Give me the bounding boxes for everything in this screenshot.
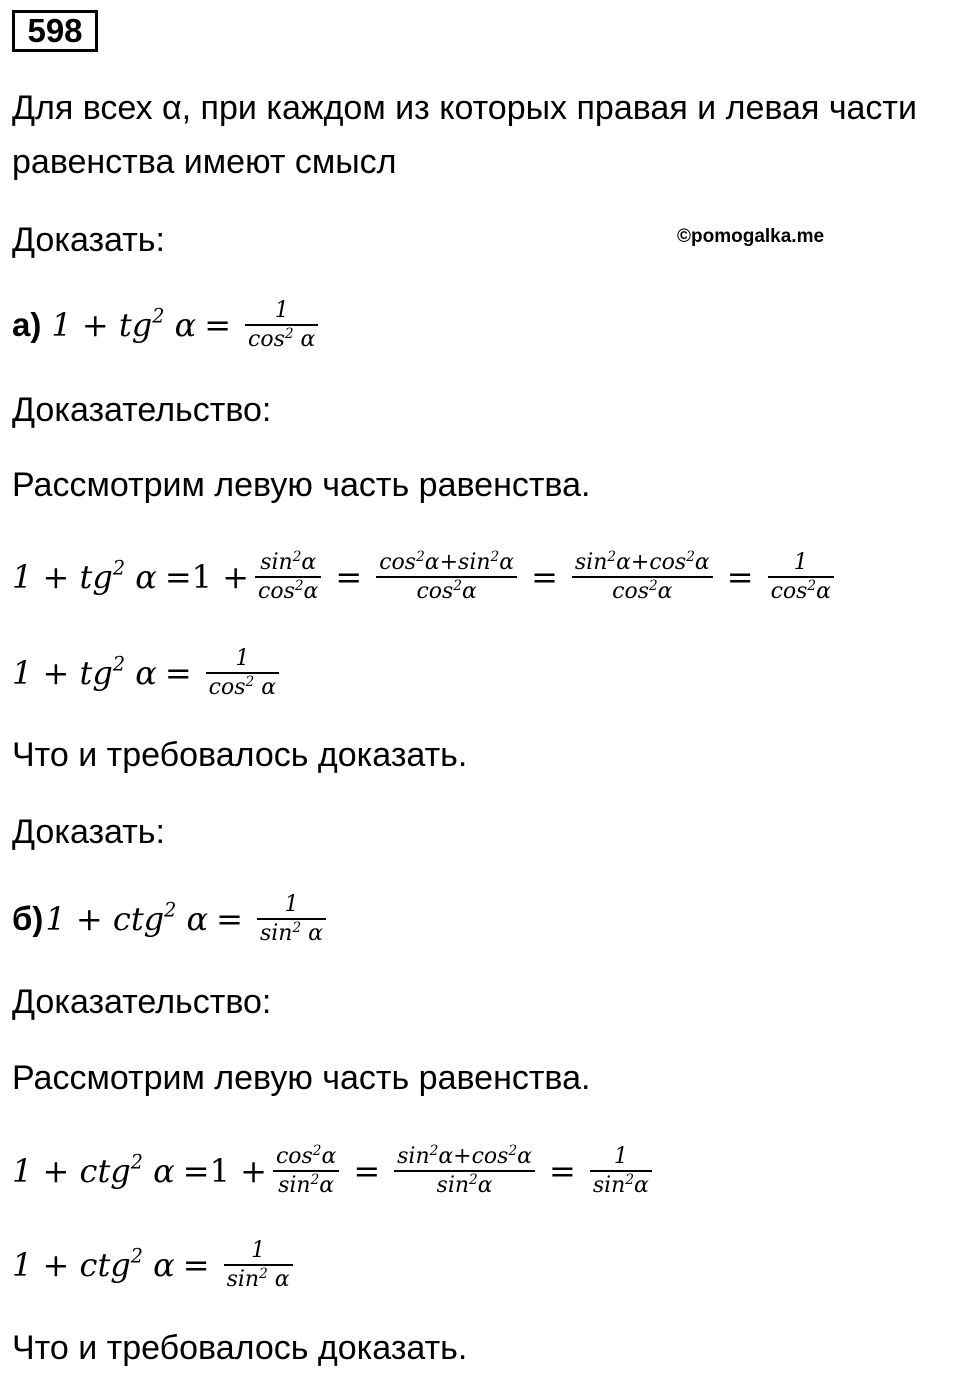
- fraction: $\frac{1}{\sin^2 \alpha}$: [224, 1237, 293, 1293]
- proof-chain-b: 1 + ctg$^2$ α =1 + $\frac{\cos^2\alpha}{\sin^2\alpha}$ = $\frac{\sin^2\alpha+\cos^2\alpha}{\sin^2\alpha}$ = $\frac{1}{\sin^2\alpha}$: [12, 1136, 658, 1206]
- task-number: 598: [12, 10, 98, 52]
- consider-label-b: Рассмотрим левую часть равенства.: [12, 1059, 591, 1097]
- intro-line-2: равенства имеют смысл: [12, 143, 397, 181]
- proof-label-b: Доказательство:: [12, 983, 272, 1021]
- fraction: $\frac{1}{\sin^2 \alpha}$: [257, 891, 326, 947]
- fraction: $\frac{\cos^2\alpha}{\sin^2\alpha}$: [273, 1143, 339, 1199]
- fraction: $\frac{\cos^2\alpha+\sin^2\alpha}{\cos^2\alpha}$: [376, 549, 517, 605]
- watermark: ©pomogalka.me: [677, 226, 825, 247]
- statement-b: б) 1 + ctg$^2$ α = $\frac{1}{\sin^2 \alpha}$: [12, 884, 332, 954]
- fraction: $\frac{\sin^2\alpha}{\cos^2\alpha}$: [255, 549, 321, 605]
- statement-a: а) $1 + tg^2$ α = $\frac{1}{\cos^2 \alpha}$: [12, 290, 324, 360]
- fraction: $\frac{1}{\cos^2 \alpha}$: [245, 297, 318, 353]
- fraction: $\frac{1}{\cos^2 \alpha}$: [206, 645, 279, 701]
- fraction: $\frac{\sin^2\alpha+\cos^2\alpha}{\cos^2\alpha}$: [572, 549, 713, 605]
- fraction: $\frac{1}{\cos^2\alpha}$: [768, 549, 834, 605]
- proof-chain-a: $1 + tg^2$ α =1 + $\frac{\sin^2\alpha}{\cos^2\alpha}$ = $\frac{\cos^2\alpha+\sin^2\alpha}{\cos^2\alpha}$ = $\frac{\sin^2\alpha+\cos^2\alpha}{\cos^2\alpha}$ = $\frac{1}{\cos^2\alpha}$: [12, 542, 840, 612]
- fraction: $\frac{1}{\sin^2\alpha}$: [590, 1143, 652, 1199]
- qed-a: Что и требовалось доказать.: [12, 736, 468, 774]
- result-a: $1 + tg^2$ α = $\frac{1}{\cos^2 \alpha}$: [12, 638, 285, 708]
- proof-label-a: Доказательство:: [12, 391, 272, 429]
- part-a-label: а): [12, 306, 42, 343]
- qed-b: Что и требовалось доказать.: [12, 1329, 468, 1367]
- fraction: $\frac{\sin^2\alpha+\cos^2\alpha}{\sin^2\alpha}$: [394, 1143, 535, 1199]
- intro-line-1: Для всех α, при каждом из которых правая и левая части: [12, 89, 918, 127]
- result-b: 1 + ctg$^2$ α = $\frac{1}{\sin^2 \alpha}$: [12, 1230, 299, 1300]
- prove-label-a: Доказать:: [12, 221, 165, 259]
- prove-label-b: Доказать:: [12, 813, 165, 851]
- consider-label-a: Рассмотрим левую часть равенства.: [12, 466, 591, 504]
- part-b-label: б): [12, 900, 44, 937]
